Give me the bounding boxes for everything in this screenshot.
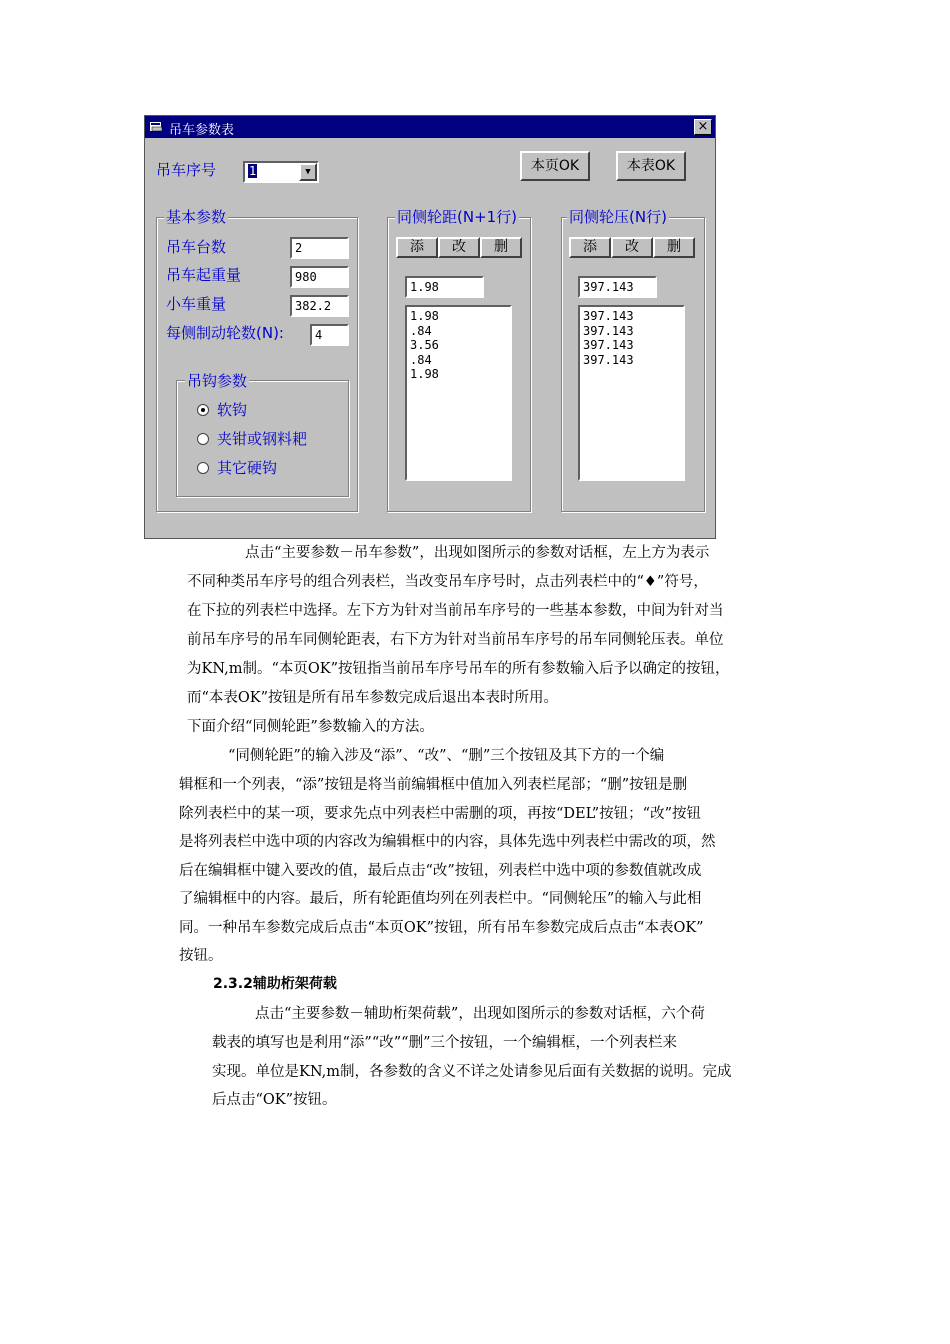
text-line: 辑框和一个列表，“添”按钮是将当前编辑框中值加入列表栏尾部；“删”按钮是删 (179, 777, 688, 793)
dialog-titlebar[interactable] (145, 116, 715, 138)
text-line: 而“本表OK”按钮是所有吊车参数完成后退出本表时所用。 (187, 690, 559, 706)
list-item[interactable]: 1.98 (410, 367, 439, 381)
crane-seq-label: 吊车序号 (156, 161, 217, 179)
text-line: 点击“主要参数－辅助桁架荷载”，出现如图所示的参数对话框，六个荷 (255, 1006, 705, 1022)
list-item[interactable]: 397.143 (583, 323, 634, 338)
pressure-add-button[interactable]: 添 (569, 237, 611, 258)
text-line: 不同种类吊车序号的组合列表栏，当改变吊车序号时，点击列表栏中的“♦”符号， (187, 574, 708, 590)
list-item[interactable]: 1.98 (410, 309, 439, 323)
crane-count-input[interactable]: 2 (290, 237, 349, 259)
hook-params-legend: 吊钩参数 (187, 372, 248, 390)
text-line: 实现。单位是KN,m制，各参数的含义不详之处请参见后面有关数据的说明。完成 (212, 1064, 732, 1080)
hook-option-hard[interactable]: 其它硬钩 (217, 459, 278, 477)
crane-seq-combo[interactable] (243, 161, 319, 183)
text-line: 载表的填写也是利用“添”“改”“删”三个按钮，一个编辑框，一个列表栏来 (212, 1035, 677, 1051)
crane-params-dialog (144, 115, 716, 539)
text-line: 下面介绍“同侧轮距”参数输入的方法。 (187, 719, 434, 735)
spacing-listbox[interactable] (405, 305, 512, 481)
hook-option-clamp[interactable]: 夹钳或钢料耙 (217, 430, 308, 448)
text-line: 除列表栏中的某一项，要求先点中列表栏中需删的项，再按“DEL”按钮；“改”按钮 (179, 806, 702, 822)
text-line: 按钮。 (179, 948, 223, 964)
list-item[interactable]: .84 (410, 352, 432, 367)
text-line: “同侧轮距”的输入涉及“添”、“改”、“删”三个按钮及其下方的一个编 (228, 748, 665, 764)
text-line: 了编辑框中的内容。最后，所有轮距值均列在列表栏中。“同侧轮压”的输入与此相 (179, 891, 702, 907)
chevron-down-icon[interactable]: ▼ (299, 163, 317, 181)
list-item[interactable]: 397.143 (583, 338, 634, 352)
pressure-delete-button[interactable]: 删 (653, 237, 695, 258)
spacing-edit-button[interactable]: 改 (438, 237, 480, 258)
text-line: 在下拉的列表栏中选择。左下方为针对当前吊车序号的一些基本参数，中间为针对当 (187, 603, 724, 619)
page-ok-button[interactable]: 本页OK (520, 151, 590, 181)
app-icon (150, 121, 163, 132)
text-line: 后在编辑框中键入要改的值，最后点击“改”按钮，列表栏中选中项的参数值就改成 (179, 863, 702, 879)
crane-count-label: 吊车台数 (166, 238, 227, 256)
trolley-weight-label: 小车重量 (166, 295, 227, 313)
close-button[interactable]: × (694, 119, 712, 135)
crane-capacity-input[interactable]: 980 (290, 266, 349, 288)
spacing-delete-button[interactable]: 删 (480, 237, 522, 258)
hook-option-soft[interactable]: 软钩 (217, 401, 248, 419)
spacing-add-button[interactable]: 添 (396, 237, 438, 258)
section-heading: 2.3.2辅助桁架荷载 (213, 976, 337, 992)
text-line: 前吊车序号的吊车同侧轮距表，右下方为针对当前吊车序号的吊车同侧轮压表。单位 (187, 632, 724, 648)
pressure-edit-input[interactable]: 397.143 (578, 276, 657, 298)
hook-radio-hard[interactable] (197, 462, 209, 474)
hook-radio-clamp[interactable] (197, 433, 209, 445)
crane-seq-value: 1 (249, 164, 257, 178)
text-line: 为KN,m制。“本页OK”按钮指当前吊车序号吊车的所有参数输入后予以确定的按钮， (187, 661, 730, 677)
text-line: 后点击“OK”按钮。 (212, 1092, 337, 1108)
pressure-edit-button[interactable]: 改 (611, 237, 653, 258)
pressure-legend: 同侧轮压(N行) (569, 208, 667, 226)
trolley-weight-input[interactable]: 382.2 (290, 295, 349, 317)
list-item[interactable]: 3.56 (410, 338, 439, 352)
spacing-legend: 同侧轮距(N+1行) (397, 208, 518, 226)
pressure-listbox[interactable] (578, 305, 685, 481)
dialog-title: 吊车参数表 (169, 123, 235, 138)
table-ok-button[interactable]: 本表OK (616, 151, 686, 181)
crane-capacity-label: 吊车起重量 (166, 266, 242, 284)
brake-wheels-label: 每侧制动轮数(N): (166, 324, 284, 342)
list-item[interactable]: 397.143 (583, 309, 634, 323)
text-line: 同。一种吊车参数完成后点击“本页OK”按钮，所有吊车参数完成后点击“本表OK” (179, 920, 704, 936)
basic-params-legend: 基本参数 (166, 208, 227, 226)
brake-wheels-input[interactable]: 4 (310, 324, 349, 346)
hook-radio-soft[interactable] (197, 404, 209, 416)
list-item[interactable]: .84 (410, 323, 432, 338)
text-line: 点击“主要参数－吊车参数”，出现如图所示的参数对话框，左上方为表示 (245, 545, 710, 561)
list-item[interactable]: 397.143 (583, 352, 634, 367)
text-line: 是将列表栏中选中项的内容改为编辑框中的内容，具体先选中列表栏中需改的项，然 (179, 834, 716, 850)
spacing-edit-input[interactable]: 1.98 (405, 276, 484, 298)
